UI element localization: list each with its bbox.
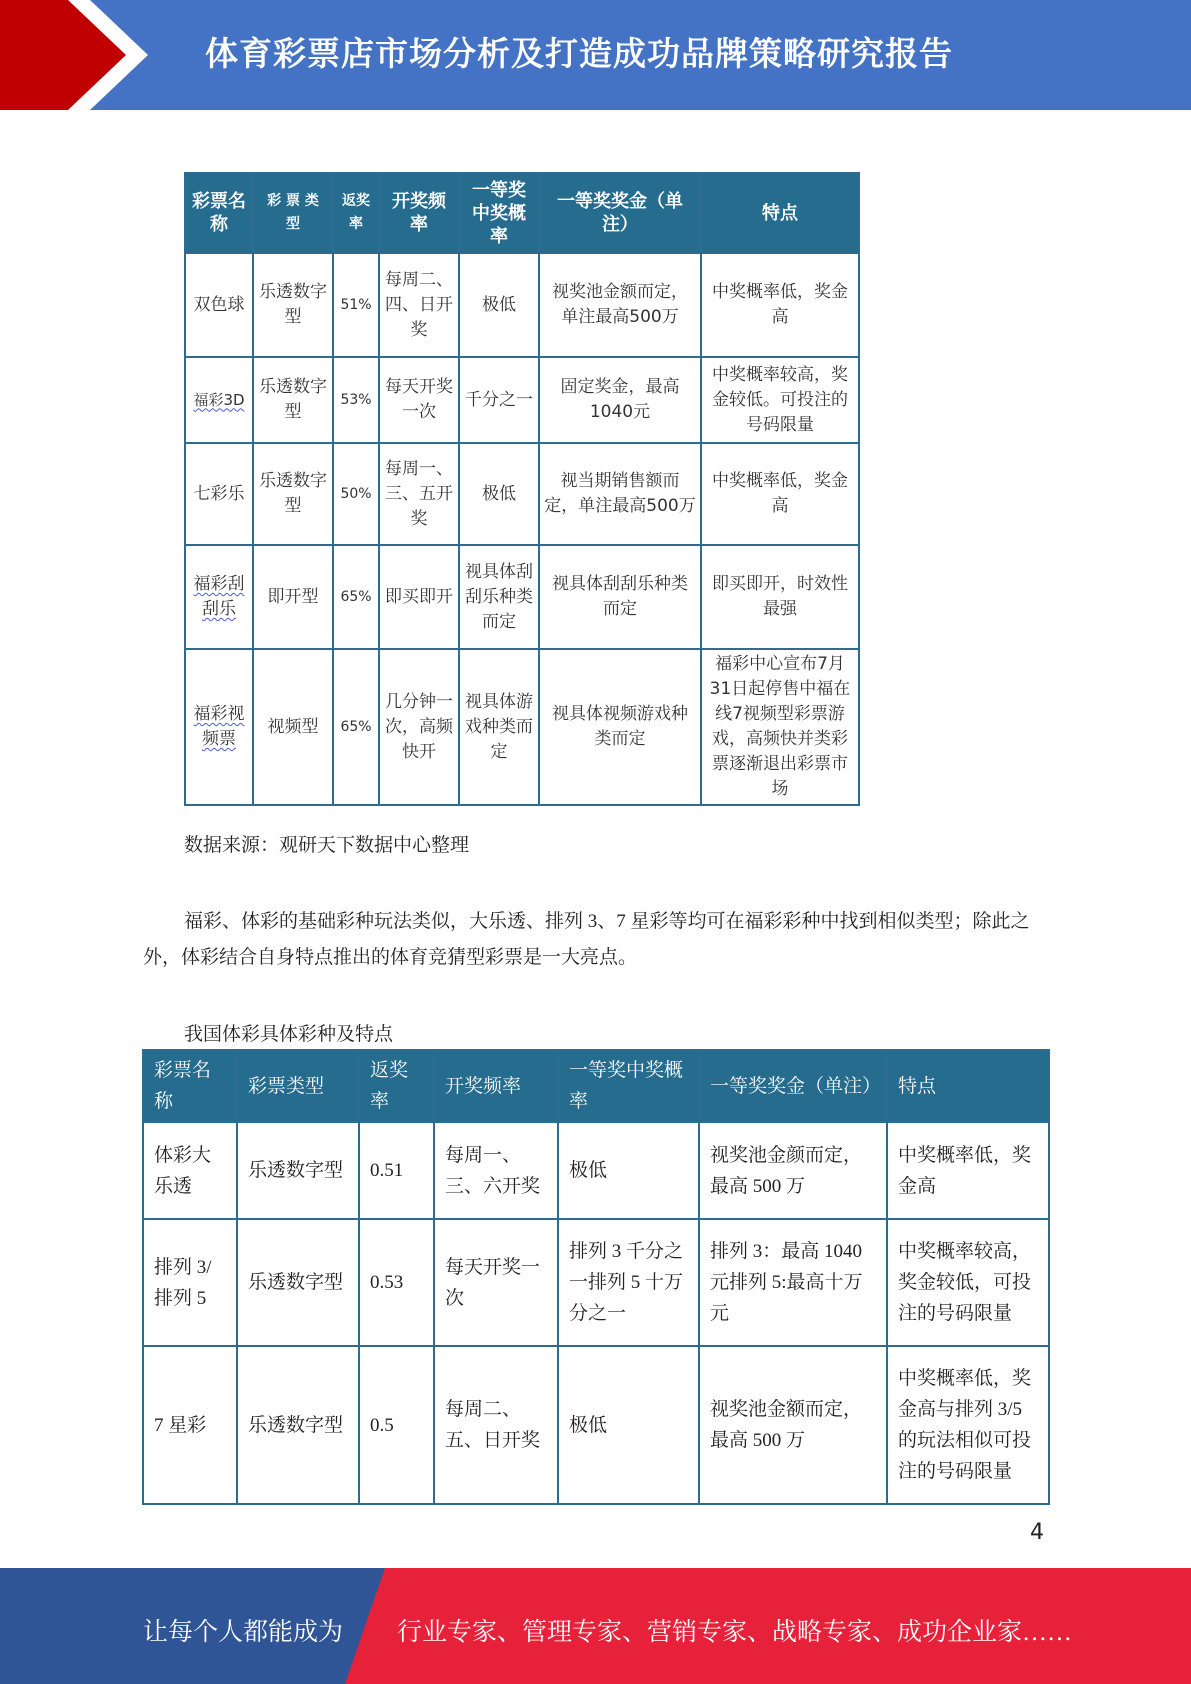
table-cell: 极低	[558, 1122, 699, 1219]
welfare-lottery-table	[184, 172, 860, 806]
table-cell: 0.53	[359, 1219, 434, 1346]
table-cell: 极低	[459, 253, 539, 357]
footer-slogan-left: 让每个人都能成为	[143, 1619, 344, 1646]
table-cell: 固定奖金，最高1040元	[539, 357, 701, 443]
table-cell: 福彩中心宣布7月31日起停售中福在线7视频型彩票游戏，高频快并类彩票逐渐退出彩票市场	[701, 649, 859, 805]
table-header-row	[185, 173, 859, 253]
table-cell: 乐透数字型	[253, 253, 333, 357]
table-cell: 乐透数字型	[237, 1346, 359, 1504]
table-row	[143, 1346, 1049, 1504]
header-cell: 彩票名称	[185, 173, 253, 253]
body-paragraph: 福彩、体彩的基础彩种玩法类似，大乐透、排列 3、7 星彩等均可在福彩彩种中找到相似类型；除此之外，体彩结合自身特点推出的体育竞猜型彩票是一大亮点。	[143, 911, 1030, 968]
table2-caption: 我国体彩具体彩种及特点	[184, 1024, 394, 1045]
header-cell: 彩 票 类 型	[253, 173, 333, 253]
table-row	[185, 443, 859, 545]
header-cell: 开奖频率	[379, 173, 459, 253]
table-cell: 视频型	[253, 649, 333, 805]
table-cell: 51%	[333, 253, 379, 357]
table-row	[185, 649, 859, 805]
table-cell: 65%	[333, 545, 379, 649]
table-cell: 视奖池金额而定，最高 500 万	[699, 1346, 887, 1504]
table-cell: 中奖概率较高，奖金较低，可投注的号码限量	[887, 1219, 1049, 1346]
header-cell: 彩票名称	[143, 1050, 237, 1122]
table-cell: 中奖概率低，奖金高	[701, 443, 859, 545]
header-arrow-decoration	[0, 0, 160, 110]
table-cell: 排列 3：最高 1040 元排列 5:最高十万元	[699, 1219, 887, 1346]
header-cell: 返奖率	[359, 1050, 434, 1122]
table-cell: 每天开奖一次	[379, 357, 459, 443]
report-title: 体育彩票店市场分析及打造成功品牌策略研究报告	[205, 34, 953, 73]
header-cell: 返奖率	[333, 173, 379, 253]
table-cell: 7 星彩	[143, 1346, 237, 1504]
table-row	[143, 1219, 1049, 1346]
table-cell: 53%	[333, 357, 379, 443]
table-cell: 每周一、三、五开奖	[379, 443, 459, 545]
table-header-row	[143, 1050, 1049, 1122]
header-cell: 彩票类型	[237, 1050, 359, 1122]
table-row	[185, 253, 859, 357]
table-cell: 每周二、四、日开奖	[379, 253, 459, 357]
footer-slogan-right: 行业专家、管理专家、营销专家、战略专家、成功企业家……	[397, 1619, 1073, 1646]
table-cell: 中奖概率低，奖金高	[887, 1122, 1049, 1219]
table-cell: 即买即开，时效性最强	[701, 545, 859, 649]
header-cell: 一等奖奖金（单注）	[539, 173, 701, 253]
sports-lottery-table	[142, 1049, 1050, 1505]
table-cell: 视具体视频游戏种类而定	[539, 649, 701, 805]
table-cell: 中奖概率低，奖金高与排列 3/5 的玩法相似可投注的号码限量	[887, 1346, 1049, 1504]
table-cell: 每天开奖一次	[434, 1219, 558, 1346]
table-cell: 乐透数字型	[237, 1219, 359, 1346]
table-cell: 体彩大乐透	[143, 1122, 237, 1219]
table-cell: 七彩乐	[185, 443, 253, 545]
header-cell: 开奖频率	[434, 1050, 558, 1122]
table-cell: 视具体刮刮乐种类而定	[459, 545, 539, 649]
table-cell: 视具体刮刮乐种类而定	[539, 545, 701, 649]
table-cell: 即开型	[253, 545, 333, 649]
table-cell: 0.5	[359, 1346, 434, 1504]
table-row	[143, 1122, 1049, 1219]
table-cell: 视具体游戏种类而定	[459, 649, 539, 805]
header-cell: 一等奖奖金（单注）	[699, 1050, 887, 1122]
table-cell: 排列 3 千分之一排列 5 十万分之一	[558, 1219, 699, 1346]
header-cell: 特点	[701, 173, 859, 253]
table-cell: 福彩视频票	[185, 649, 253, 805]
table-cell: 即买即开	[379, 545, 459, 649]
table-cell: 排列 3/排列 5	[143, 1219, 237, 1346]
table-cell: 极低	[558, 1346, 699, 1504]
table-cell: 极低	[459, 443, 539, 545]
table-cell: 视当期销售额而定，单注最高500万	[539, 443, 701, 545]
table-cell: 65%	[333, 649, 379, 805]
table-cell: 几分钟一次，高频快开	[379, 649, 459, 805]
page-number: 4	[1030, 1520, 1044, 1545]
source-note: 数据来源：观研天下数据中心整理	[184, 835, 470, 856]
table-cell: 福彩3D	[185, 357, 253, 443]
table-cell: 每周一、三、六开奖	[434, 1122, 558, 1219]
table-row	[185, 545, 859, 649]
header-cell: 特点	[887, 1050, 1049, 1122]
table-cell: 中奖概率低，奖金高	[701, 253, 859, 357]
table-cell: 0.51	[359, 1122, 434, 1219]
table-cell: 双色球	[185, 253, 253, 357]
header-cell: 一等奖中奖概率	[558, 1050, 699, 1122]
table-cell: 中奖概率较高，奖金较低。可投注的号码限量	[701, 357, 859, 443]
table-cell: 福彩刮刮乐	[185, 545, 253, 649]
table-cell: 视奖池金颜而定，最高 500 万	[699, 1122, 887, 1219]
table-cell: 乐透数字型	[237, 1122, 359, 1219]
table-cell: 乐透数字型	[253, 443, 333, 545]
table-cell: 视奖池金额而定，单注最高500万	[539, 253, 701, 357]
table-cell: 50%	[333, 443, 379, 545]
table-row	[185, 357, 859, 443]
table-cell: 乐透数字型	[253, 357, 333, 443]
table-cell: 千分之一	[459, 357, 539, 443]
header-bar	[0, 0, 1191, 110]
header-cell: 一等奖中奖概率	[459, 173, 539, 253]
table-cell: 每周二、五、日开奖	[434, 1346, 558, 1504]
